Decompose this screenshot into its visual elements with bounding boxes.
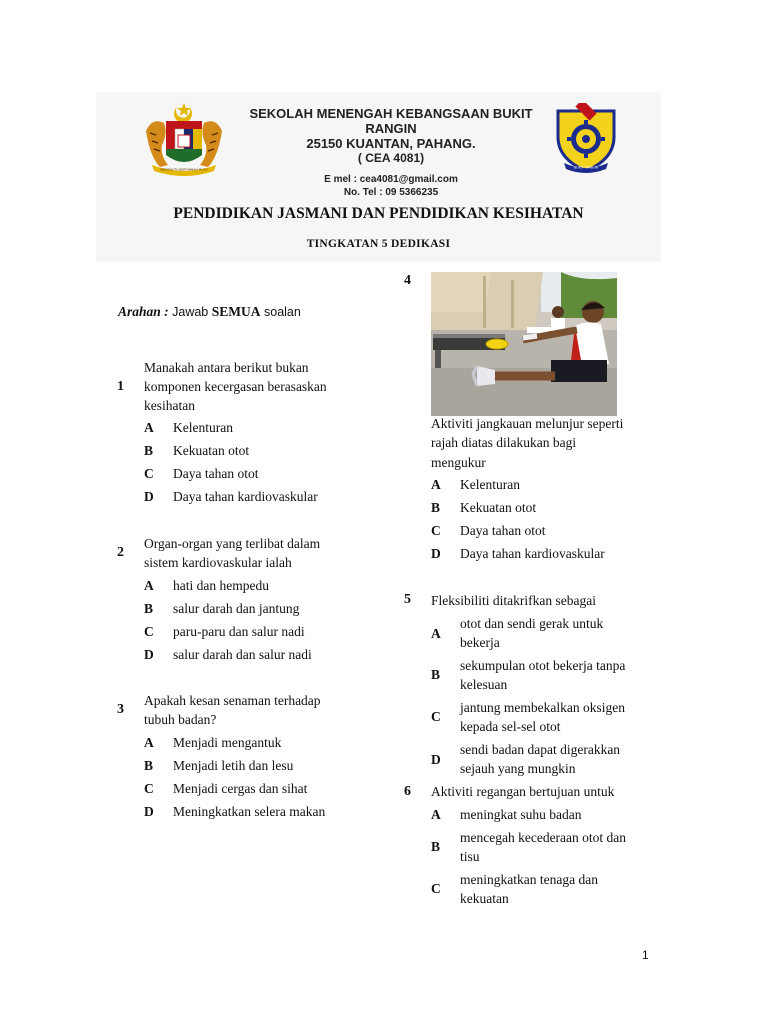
question-stem-line: sistem kardiovaskular ialah (144, 555, 292, 570)
school-code: ( CEA 4081) (357, 151, 425, 165)
option-text: tisu (460, 849, 480, 864)
option-label: A (431, 477, 441, 492)
question-stem-line: Aktiviti regangan bertujuan untuk (431, 784, 615, 799)
option-text: Kelenturan (173, 420, 233, 435)
option-text: Meningkatkan selera makan (173, 804, 326, 819)
option-text: hati dan hempedu (173, 578, 269, 593)
option-label: D (431, 546, 441, 561)
option-text: meningkat suhu badan (460, 807, 582, 822)
coat-of-arms-logo (142, 101, 226, 177)
question-number: 2 (117, 545, 124, 560)
question-stem-line: rajah diatas dilakukan bagi (431, 435, 577, 450)
option-label: C (144, 781, 154, 796)
option-text: kelesuan (460, 677, 508, 692)
option-text: salur darah dan jantung (173, 601, 300, 616)
question-number: 5 (404, 592, 411, 607)
option-label: B (144, 758, 154, 773)
option-text: Kekuatan otot (173, 443, 250, 458)
option-label: A (431, 807, 441, 822)
option-text: Kelenturan (460, 477, 520, 492)
option-label: C (144, 466, 154, 481)
option-text: kekuatan (460, 891, 509, 906)
option-label: D (431, 752, 441, 767)
question-number: 6 (404, 784, 411, 799)
question-stem-line: komponen kecergasan berasaskan (144, 379, 327, 394)
option-text: jantung membekalkan oksigen (460, 700, 625, 715)
sit-and-reach-photo (431, 272, 617, 416)
document-title: PENDIDIKAN JASMANI DAN PENDIDIKAN KESIHATAN (173, 205, 584, 222)
option-text: mencegah kecederaan otot dan (460, 830, 627, 845)
school-name: SEKOLAH MENENGAH KEBANGSAAN BUKIT RANGIN (249, 106, 533, 136)
option-label: B (431, 500, 441, 515)
option-label: D (144, 647, 154, 662)
option-text: Kekuatan otot (460, 500, 537, 515)
option-text: Menjadi cergas dan sihat (173, 781, 308, 796)
option-text: Daya tahan kardiovaskular (460, 546, 605, 561)
instruction-emphasis: SEMUA (211, 304, 261, 319)
question-stem-line: mengukur (431, 455, 486, 470)
logo-motto-text: BUKIT RANGIN (573, 165, 599, 170)
option-label: D (144, 804, 154, 819)
school-email: E mel : cea4081@gmail.com (324, 174, 458, 185)
question-number: 4 (404, 273, 411, 288)
option-label: B (144, 443, 154, 458)
option-label: B (431, 839, 441, 854)
instruction (118, 304, 301, 320)
school-info (226, 106, 556, 199)
option-label: D (144, 489, 154, 504)
seal-motto-text: BERSEKUTU BERTAMBAH MUTU (160, 167, 208, 172)
option-text: Menjadi letih dan lesu (173, 758, 294, 773)
question-number: 3 (117, 702, 124, 717)
option-text: salur darah dan salur nadi (173, 647, 312, 662)
option-label: A (144, 578, 154, 593)
option-text: otot dan sendi gerak untuk (460, 616, 604, 631)
option-label: A (431, 626, 441, 641)
option-text: kepada sel-sel otot (460, 719, 561, 734)
instruction-post: soalan (260, 305, 301, 319)
question-stem-line: tubuh badan? (144, 712, 217, 727)
option-text: Menjadi mengantuk (173, 735, 282, 750)
question-stem-line: kesihatan (144, 398, 195, 413)
option-label: C (431, 709, 441, 724)
option-text: meningkatkan tenaga dan (460, 872, 598, 887)
option-label: B (144, 601, 154, 616)
option-text: paru-paru dan salur nadi (173, 624, 305, 639)
school-address: 25150 KUANTAN, PAHANG. (306, 136, 476, 151)
question-stem-line: Manakah antara berikut bukan (144, 360, 309, 375)
option-label: A (144, 735, 154, 750)
question-stem-line: Aktiviti jangkauan melunjur seperti (431, 416, 624, 431)
option-label: C (144, 624, 154, 639)
page-number: 1 (642, 948, 649, 962)
instruction-label: Arahan : (118, 304, 169, 319)
question-number: 1 (117, 379, 124, 394)
school-logo (550, 103, 622, 175)
option-label: C (431, 523, 441, 538)
question-stem-line: Organ-organ yang terlibat dalam (144, 536, 321, 551)
option-text: sejauh yang mungkin (460, 761, 576, 776)
question-stem-line: Apakah kesan senaman terhadap (144, 693, 321, 708)
option-text: sendi badan dapat digerakkan (460, 742, 621, 757)
question-stem-line: Fleksibiliti ditakrifkan sebagai (431, 593, 596, 608)
option-text: Daya tahan otot (173, 466, 259, 481)
option-text: sekumpulan otot bekerja tanpa (460, 658, 626, 673)
option-text: Daya tahan otot (460, 523, 546, 538)
option-text: bekerja (460, 635, 500, 650)
option-label: B (431, 667, 441, 682)
option-text: Daya tahan kardiovaskular (173, 489, 318, 504)
option-label: A (144, 420, 154, 435)
school-phone: No. Tel : 09 5366235 (343, 187, 439, 198)
document-subtitle: TINGKATAN 5 DEDIKASI (306, 238, 451, 250)
instruction-pre: Jawab (168, 305, 212, 319)
option-label: C (431, 881, 441, 896)
